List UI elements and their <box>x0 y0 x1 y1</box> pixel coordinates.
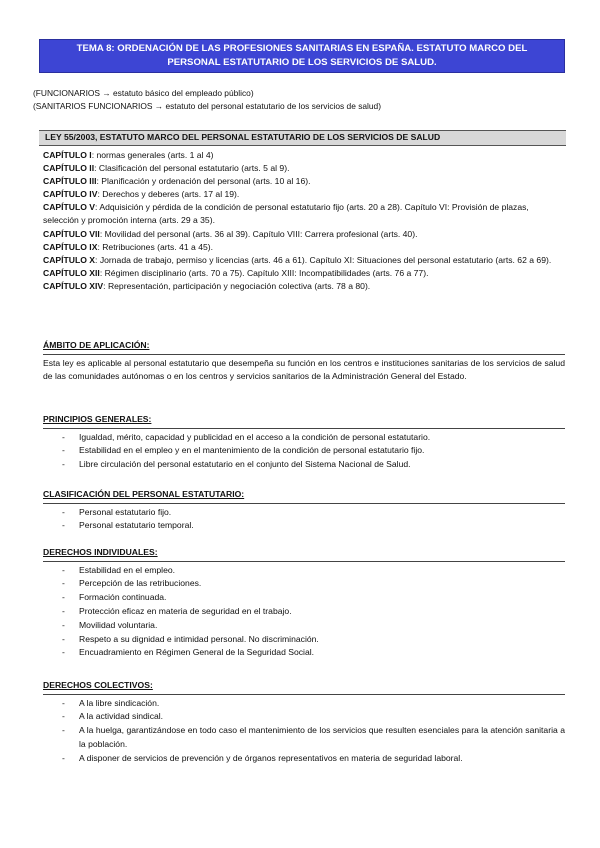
chapter-label: CAPÍTULO I <box>43 150 92 160</box>
list-item-text: Personal estatutario temporal. <box>79 520 194 531</box>
clasificacion-list <box>43 506 565 534</box>
list-item <box>43 619 565 633</box>
section-title: CLASIFICACIÓN DEL PERSONAL ESTATUTARIO: <box>43 489 565 504</box>
list-item-text: A disponer de servicios de prevención y de órganos representativos en materia de seguridad laboral. <box>79 752 463 763</box>
chapter-text: : Representación, participación y negociación colectiva (arts. 78 a 80). <box>103 280 371 291</box>
intro-note-funcionarios: (FUNCIONARIOS → estatuto básico del empleado público) <box>33 88 254 98</box>
dash-bullet: - <box>62 619 65 630</box>
chapter-item <box>43 149 563 162</box>
list-item <box>43 646 565 660</box>
chapter-item <box>43 201 563 227</box>
list-item-text: Formación continuada. <box>79 592 167 603</box>
chapter-label: CAPÍTULO XII <box>43 267 100 278</box>
chapter-text: : normas generales (arts. 1 al 4) <box>91 150 214 160</box>
chapter-text: : Adquisición y pérdida de la condición de personal estatutario fijo (arts. 20 a 28). Capítulo VI: Provisión de plazas, selección y promoción interna (arts. 29 a 35). <box>43 202 529 226</box>
list-item-text: A la libre sindicación. <box>79 697 160 708</box>
dash-bullet: - <box>62 431 65 442</box>
list-item-text: Encuadramiento en Régimen General de la Seguridad Social. <box>79 647 315 658</box>
intro-note-sanitarios: (SANITARIOS FUNCIONARIOS → estatuto del personal estatutario de los servicios de salud) <box>33 101 382 112</box>
chapter-text: : Movilidad del personal (arts. 36 al 39). Capítulo VIII: Carrera profesional (arts. 40). <box>99 228 418 239</box>
chapter-item <box>43 228 563 241</box>
derechos-colectivos-list <box>43 697 565 766</box>
list-item <box>43 710 565 724</box>
chapter-label: CAPÍTULO IV <box>43 189 98 200</box>
list-item <box>43 697 565 711</box>
list-item <box>43 633 565 647</box>
law-heading: LEY 55/2003, ESTATUTO MARCO DEL PERSONAL ESTATUTARIO DE LOS SERVICIOS DE SALUD <box>39 130 566 146</box>
dash-bullet: - <box>62 592 65 603</box>
chapter-label: CAPÍTULO XIV <box>43 280 104 291</box>
dash-bullet: - <box>62 520 65 531</box>
chapter-text: : Planificación y ordenación del personal (arts. 10 al 16). <box>96 176 311 187</box>
topic-title-line-2: PERSONAL ESTATUTARIO DE LOS SERVICIOS DE SALUD. <box>167 57 437 68</box>
chapter-text: : Clasificación del personal estatutario (arts. 5 al 9). <box>94 163 290 174</box>
chapter-item <box>43 267 563 280</box>
dash-bullet: - <box>62 445 65 456</box>
list-item-text: Personal estatutario fijo. <box>79 506 172 517</box>
chapter-item <box>43 175 563 188</box>
intro-notes <box>33 87 381 114</box>
list-item <box>43 605 565 619</box>
dash-bullet: - <box>62 647 65 658</box>
list-item <box>43 564 565 578</box>
section-derechos-colectivos <box>43 680 565 766</box>
dash-bullet: - <box>62 725 65 736</box>
section-body: Esta ley es aplicable al personal estatutario que desempeña su función en los centros e instituciones sanitarias de los servicios de salud de las comunidades autónomas o en los centros y servicios sanitarios de la Administración General del Estado. <box>43 357 565 381</box>
chapter-label: CAPÍTULO II <box>43 163 95 174</box>
dash-bullet: - <box>62 633 65 644</box>
list-item <box>43 458 565 472</box>
list-item-text: A la huelga, garantizándose en todo caso el mantenimiento de los servicios que resulten esenciales para la atención sanitaria a la población. <box>79 725 565 749</box>
list-item-text: Libre circulación del personal estatutario en el conjunto del Sistema Nacional de Salud. <box>79 459 411 470</box>
chapter-text: : Régimen disciplinario (arts. 70 a 75). Capítulo XIII: Incompatibilidades (arts. 76 a 77). <box>99 267 429 278</box>
dash-bullet: - <box>62 459 65 470</box>
section-clasificacion <box>43 489 565 533</box>
chapter-text: : Derechos y deberes (arts. 17 al 19). <box>97 189 240 200</box>
list-item-text: Protección eficaz en materia de seguridad en el trabajo. <box>79 605 292 616</box>
derechos-individuales-list <box>43 564 565 661</box>
list-item-text: Respeto a su dignidad e intimidad personal. No discriminación. <box>79 633 319 644</box>
chapter-item <box>43 280 563 293</box>
chapter-item <box>43 241 563 254</box>
section-principios <box>43 414 565 472</box>
list-item-text: Estabilidad en el empleo. <box>79 564 176 575</box>
list-item <box>43 519 565 533</box>
list-item-text: Igualdad, mérito, capacidad y publicidad en el acceso a la condición de personal estatutario. <box>79 431 431 442</box>
list-item <box>43 724 565 752</box>
list-item <box>43 444 565 458</box>
list-item <box>43 431 565 445</box>
chapter-label: CAPÍTULO IX <box>43 241 98 252</box>
list-item-text: Percepción de las retribuciones. <box>79 578 202 589</box>
chapter-text: : Jornada de trabajo, permiso y licencias (arts. 46 a 61). Capítulo XI: Situaciones del personal estatutario (arts. 62 a 69). <box>95 254 552 265</box>
list-item-text: Movilidad voluntaria. <box>79 619 158 630</box>
topic-title-banner <box>39 39 565 73</box>
chapter-item <box>43 188 563 201</box>
list-item <box>43 577 565 591</box>
topic-title-line-1: TEMA 8: ORDENACIÓN DE LAS PROFESIONES SANITARIAS EN ESPAÑA. ESTATUTO MARCO DEL <box>76 43 528 55</box>
chapter-list <box>43 149 563 293</box>
chapter-text: : Retribuciones (arts. 41 a 45). <box>97 241 214 252</box>
list-item-text: Estabilidad en el empleo y en el mantenimiento de la condición de personal estatutario fijo. <box>79 445 425 456</box>
dash-bullet: - <box>62 752 65 763</box>
chapter-label: CAPÍTULO V <box>43 202 96 213</box>
dash-bullet: - <box>62 564 65 575</box>
list-item <box>43 506 565 520</box>
chapter-item <box>43 254 563 267</box>
section-title: PRINCIPIOS GENERALES: <box>43 414 565 429</box>
section-derechos-individuales <box>43 547 565 660</box>
dash-bullet: - <box>62 711 65 722</box>
dash-bullet: - <box>62 506 65 517</box>
chapter-item <box>43 162 563 175</box>
chapter-label: CAPÍTULO III <box>43 176 97 187</box>
dash-bullet: - <box>62 605 65 616</box>
chapter-label: CAPÍTULO VII <box>43 228 100 239</box>
principios-list <box>43 431 565 472</box>
list-item <box>43 752 565 766</box>
list-item <box>43 591 565 605</box>
section-title: ÁMBITO DE APLICACIÓN: <box>43 340 565 355</box>
chapter-label: CAPÍTULO X <box>43 254 96 265</box>
section-title: DERECHOS INDIVIDUALES: <box>43 547 565 562</box>
list-item-text: A la actividad sindical. <box>79 711 164 722</box>
section-ambito <box>43 340 565 383</box>
dash-bullet: - <box>62 578 65 589</box>
dash-bullet: - <box>62 697 65 708</box>
section-title: DERECHOS COLECTIVOS: <box>43 680 565 695</box>
